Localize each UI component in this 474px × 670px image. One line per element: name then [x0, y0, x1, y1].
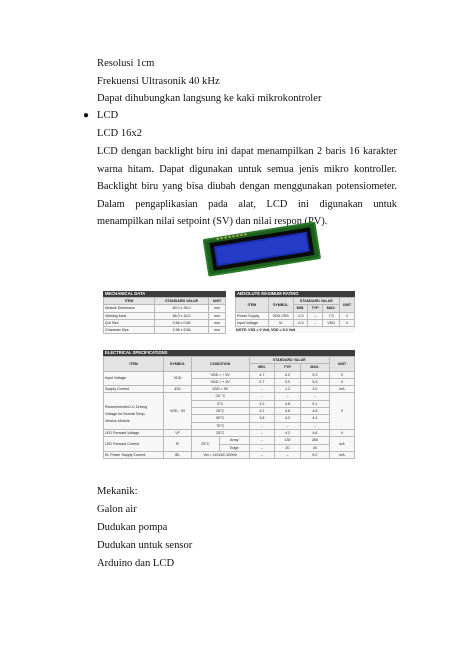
- lc-driving-line: Voltage for Normal Temp.: [105, 412, 146, 417]
- frekuensi-text: Frekuensi Ultrasonik 40 kHz: [97, 76, 220, 87]
- table-cell: –: [275, 393, 301, 400]
- table-cell: –: [249, 444, 275, 451]
- table-header: STANDARD VALUE: [155, 298, 209, 305]
- table-row: [104, 393, 355, 400]
- table-cell: 2.7: [249, 378, 275, 385]
- table-cell: –: [249, 429, 275, 436]
- table-cell: 0.56 x 0.66: [155, 319, 209, 326]
- table-cell: 260: [300, 437, 329, 444]
- table-cell: VDD = + 5V: [191, 371, 249, 378]
- table-header: UNIT: [208, 298, 225, 305]
- table-cell: –: [249, 451, 275, 458]
- table-subheader: TYP.: [275, 364, 301, 371]
- table-subheader: MAX.: [323, 305, 340, 312]
- table-cell: 4.6: [300, 429, 329, 436]
- table-header: UNIT: [329, 357, 354, 372]
- table-cell: 5.0: [275, 371, 301, 378]
- table-cell: Viewing Area: [104, 312, 155, 319]
- table-cell: VI: [268, 319, 293, 326]
- table-cell: 4.0: [275, 415, 301, 422]
- absolute-max-rating-table: [235, 291, 355, 333]
- table-row: [104, 437, 355, 444]
- table-row: [104, 305, 226, 312]
- table-cell: Dot Size: [104, 319, 155, 326]
- table-cell: –: [308, 312, 323, 319]
- table-row: [104, 429, 355, 436]
- table-cell: -0.3: [293, 312, 308, 319]
- table-subheader: MIN.: [293, 305, 308, 312]
- mechanical-data-title: MECHANICAL DATA: [103, 291, 226, 297]
- table-row: [104, 386, 355, 393]
- absolute-note: NOTE: VSS = 0 Volt, VDD = 5.0 Volt: [236, 328, 296, 333]
- resolusi-text: Resolusi 1cm: [97, 58, 155, 69]
- table-subheader: MIN.: [249, 364, 275, 371]
- lcd-description: LCD dengan backlight biru ini dapat menampilkan 2 baris 16 karakter warna hitam. Dapat digunakan untuk semua jenis mikro kontroller. Backlight biru yang bisa diubah dengan menggunakan potensiometer. Dalam pengaplikasian pada alat, LCD ini digunakan untuk menampilkan nilai setpoint (SV) dan nilai respon (PV).: [97, 146, 397, 228]
- table-subheader: TYP.: [308, 305, 323, 312]
- table-cell: 5.3: [300, 378, 329, 385]
- dapat-dihubungkan-text: Dapat dihubungkan langsung ke kaki mikrokontroler: [97, 93, 322, 104]
- table-cell: mm: [208, 312, 225, 319]
- table-cell: –: [275, 451, 301, 458]
- table-header: ITEM: [104, 357, 164, 372]
- table-cell: 4.6: [275, 408, 301, 415]
- table-cell: mm: [208, 305, 225, 312]
- table-cell: [104, 393, 164, 429]
- electrical-specifications-title: ELECTRICAL SPECIFICATIONS: [103, 350, 355, 356]
- bullet-lcd-text: LCD: [97, 110, 119, 121]
- table-header: CONDITION: [191, 357, 249, 372]
- table-cell: Power Supply: [236, 312, 269, 319]
- table-cell: –: [249, 437, 275, 444]
- table-cell: –: [300, 422, 329, 429]
- table-row: [104, 371, 355, 378]
- table-cell: 4.8: [300, 408, 329, 415]
- table-cell: 25°C: [191, 408, 249, 415]
- table-cell: mm: [208, 327, 225, 334]
- table-cell: mm: [208, 319, 225, 326]
- table-cell: VDD-VSS: [268, 312, 293, 319]
- lcd-title: LCD 16x2: [97, 128, 143, 139]
- table-cell: VDD = 5V: [191, 386, 249, 393]
- table-cell: IDD: [164, 386, 192, 393]
- table-cell: 1.2: [275, 386, 301, 393]
- table-cell: 4.2: [249, 400, 275, 407]
- mekanik-item-arduino: Arduino dan LCD: [97, 558, 175, 569]
- table-subheader: MAX.: [300, 364, 329, 371]
- table-cell: 3.0: [275, 378, 301, 385]
- table-cell: 4.4: [300, 415, 329, 422]
- table-header: ITEM: [236, 298, 269, 313]
- table-header: UNIT: [340, 298, 355, 313]
- mekanik-item-sensor: Dudukan untuk sensor: [97, 540, 193, 551]
- table-header: SYMBOL: [164, 357, 192, 372]
- table-cell: -0.3: [293, 319, 308, 326]
- lc-driving-line: Version Module: [105, 419, 130, 424]
- table-cell: Supply Current: [104, 386, 164, 393]
- table-cell: 3.0: [300, 386, 329, 393]
- table-cell: 5.0: [300, 451, 329, 458]
- table-cell: EL Power Supply Current: [104, 451, 164, 458]
- table-cell: V: [329, 371, 354, 378]
- table-cell: Vel = 110VAC:400Hz: [191, 451, 249, 458]
- table-row: [104, 319, 226, 326]
- table-cell: V: [329, 393, 354, 429]
- table-row: [104, 312, 226, 319]
- absolute-max-rating-title: ABSOLUTE MAXIMUM RATING: [235, 291, 355, 297]
- table-header: ITEM: [104, 298, 155, 305]
- table-row: [104, 327, 226, 334]
- table-cell: VF: [164, 429, 192, 436]
- table-cell: 130: [275, 437, 301, 444]
- table-cell: 66.0 x 16.0: [155, 312, 209, 319]
- table-cell: Input Voltage: [104, 371, 164, 386]
- electrical-specifications-table: [103, 350, 355, 459]
- table-cell: LED Forward Current: [104, 437, 164, 452]
- table-cell: 4.8: [275, 400, 301, 407]
- table-cell: 4.2: [275, 429, 301, 436]
- table-cell: –: [300, 393, 329, 400]
- table-cell: Module Dimension: [104, 305, 155, 312]
- table-cell: V: [329, 429, 354, 436]
- table-cell: VDD = + 3V: [191, 378, 249, 385]
- table-cell: Input Voltage: [236, 319, 269, 326]
- table-cell: 4.7: [249, 371, 275, 378]
- table-cell: 2.96 x 5.56: [155, 327, 209, 334]
- table-cell: –: [249, 422, 275, 429]
- table-cell: VDD: [164, 371, 192, 386]
- table-cell: LED Forward Voltage: [104, 429, 164, 436]
- table-row: [236, 312, 355, 319]
- table-cell: –: [308, 319, 323, 326]
- table-cell: V: [329, 378, 354, 385]
- table-cell: mA: [329, 451, 354, 458]
- mekanik-item-galon: Galon air: [97, 504, 137, 515]
- table-cell: –: [275, 422, 301, 429]
- table-cell: 50°C: [191, 415, 249, 422]
- table-cell: 70°C: [191, 422, 249, 429]
- table-cell: 5.1: [300, 400, 329, 407]
- table-header: SYMBOL: [268, 298, 293, 313]
- table-cell: 20: [275, 444, 301, 451]
- table-row: [104, 451, 355, 458]
- table-cell: 3.8: [249, 415, 275, 422]
- table-cell: Edge: [219, 444, 249, 451]
- table-cell: Array: [219, 437, 249, 444]
- table-row: [236, 319, 355, 326]
- table-cell: 25°C: [191, 437, 219, 452]
- lcd-module-image: [199, 222, 325, 277]
- table-cell: mA: [329, 386, 354, 393]
- table-cell: 7.0: [323, 312, 340, 319]
- table-header: STANDARD VALUE: [293, 298, 340, 305]
- table-cell: VDD - V0: [164, 393, 192, 429]
- bullet-icon: ●: [83, 110, 90, 121]
- table-cell: 5.3: [300, 371, 329, 378]
- table-cell: V: [340, 319, 355, 326]
- table-cell: IEL: [164, 451, 192, 458]
- table-cell: 80.0 x 36.0: [155, 305, 209, 312]
- mechanical-data-table: [103, 291, 226, 334]
- table-cell: mA: [329, 437, 354, 452]
- table-cell: IF: [164, 437, 192, 452]
- lc-driving-line: Recommended LC Driving: [105, 405, 148, 410]
- table-cell: VDD: [323, 319, 340, 326]
- table-cell: 0°C: [191, 400, 249, 407]
- table-cell: 4.2: [249, 408, 275, 415]
- table-cell: 40: [300, 444, 329, 451]
- table-cell: –: [249, 393, 275, 400]
- mekanik-item-pompa: Dudukan pompa: [97, 522, 168, 533]
- mekanik-title: Mekanik:: [97, 486, 138, 497]
- table-cell: –: [249, 386, 275, 393]
- table-cell: V: [340, 312, 355, 319]
- table-cell: 25°C: [191, 429, 249, 436]
- table-cell: -20 °C: [191, 393, 249, 400]
- table-cell: Character Size: [104, 327, 155, 334]
- table-header: STANDARD VALUE: [249, 357, 329, 364]
